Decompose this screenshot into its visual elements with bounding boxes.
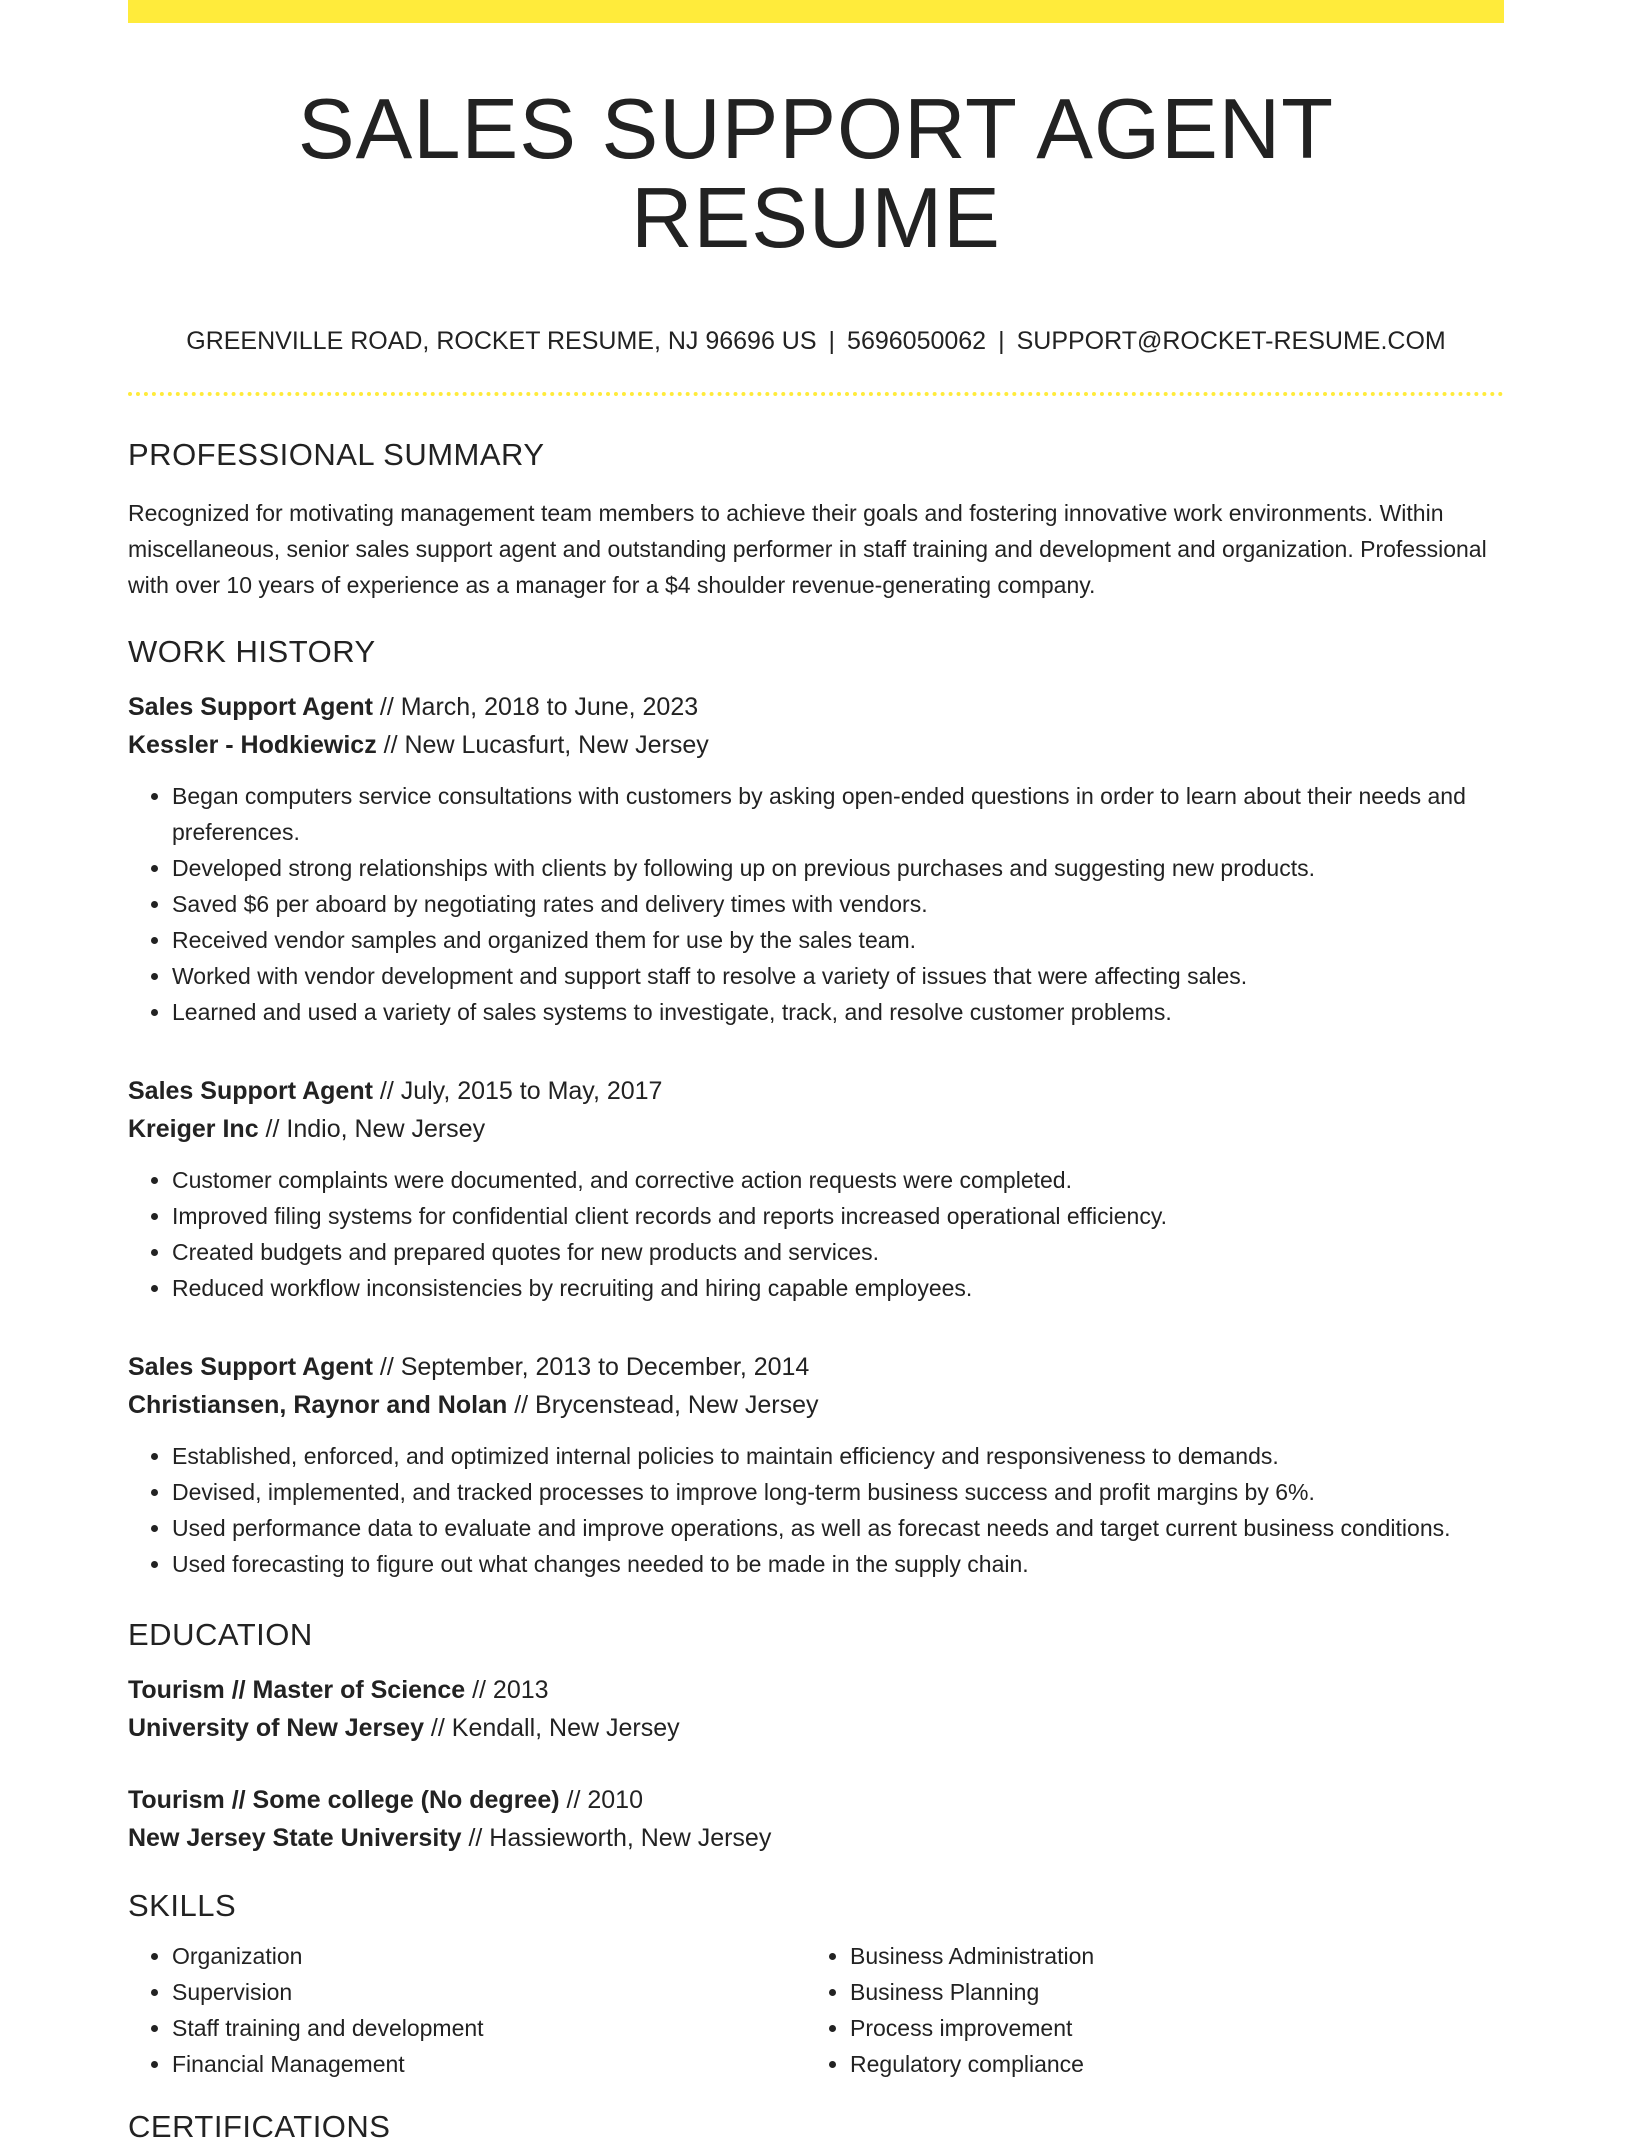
work-history-list xyxy=(128,688,1504,1582)
job-bullet: • Created budgets and prepared quotes for new products and services. xyxy=(172,1234,1504,1270)
job-bullet: • Developed strong relationships with clients by following up on previous purchases and suggesting new products. xyxy=(172,850,1504,886)
contact-email: SUPPORT@ROCKET-RESUME.COM xyxy=(1016,326,1446,355)
job-company-line xyxy=(128,1110,1504,1148)
skills-heading: SKILLS xyxy=(128,1888,237,1924)
education-entry xyxy=(128,1781,1504,1857)
job-company-line xyxy=(128,1386,1504,1424)
skill-item: • Process improvement xyxy=(850,2010,1484,2046)
certifications-heading: CERTIFICATIONS xyxy=(128,2109,391,2145)
education-degree: Tourism // Some college (No degree) xyxy=(128,1786,560,1815)
job-bullet: • Received vendor samples and organized them for use by the sales team. xyxy=(172,922,1504,958)
job-bullet: • Learned and used a variety of sales systems to investigate, track, and resolve customer problems. xyxy=(172,994,1504,1030)
education-school-line xyxy=(128,1819,1504,1857)
skill-item: • Business Planning xyxy=(850,1974,1484,2010)
dotted-divider xyxy=(128,392,1504,396)
job-title-line xyxy=(128,688,1504,726)
skills-list-right xyxy=(806,1938,1484,2082)
contact-address: GREENVILLE ROAD, ROCKET RESUME, NJ 96696 US xyxy=(186,326,817,355)
job-location: // Indio, New Jersey xyxy=(258,1114,486,1143)
top-accent-bar xyxy=(128,0,1504,23)
job-dates: // July, 2015 to May, 2017 xyxy=(372,1076,663,1105)
education-location: // Hassieworth, New Jersey xyxy=(461,1824,772,1853)
job-entry xyxy=(128,1072,1504,1306)
summary-heading: PROFESSIONAL SUMMARY xyxy=(128,436,545,472)
education-school: New Jersey State University xyxy=(128,1824,462,1853)
contact-phone: 5696050062 xyxy=(847,326,987,355)
education-school-line xyxy=(128,1709,1504,1747)
job-location: // New Lucasfurt, New Jersey xyxy=(376,730,709,759)
job-bullet: • Reduced workflow inconsistencies by recruiting and hiring capable employees. xyxy=(172,1270,1504,1306)
job-bullet: • Used forecasting to figure out what changes needed to be made in the supply chain. xyxy=(172,1546,1504,1582)
contact-separator: | xyxy=(998,326,1005,355)
job-role: Sales Support Agent xyxy=(128,1076,373,1105)
job-role: Sales Support Agent xyxy=(128,1352,373,1381)
skill-item: • Business Administration xyxy=(850,1938,1484,1974)
job-role: Sales Support Agent xyxy=(128,692,373,721)
contact-separator: | xyxy=(828,326,836,355)
education-year: // 2013 xyxy=(465,1676,549,1705)
education-degree-line xyxy=(128,1781,1504,1819)
job-dates: // March, 2018 to June, 2023 xyxy=(372,692,699,721)
work-history-heading: WORK HISTORY xyxy=(128,633,376,669)
job-bullet: • Used performance data to evaluate and improve operations, as well as forecast needs and target current business conditions. xyxy=(172,1510,1504,1546)
skills-columns xyxy=(128,1938,1504,2082)
job-company-line xyxy=(128,726,1504,764)
job-entry xyxy=(128,688,1504,1030)
resume-page xyxy=(128,0,1504,2145)
contact-line xyxy=(128,326,1504,356)
job-company: Christiansen, Raynor and Nolan xyxy=(128,1390,508,1419)
skill-item: • Financial Management xyxy=(172,2046,806,2082)
education-school: University of New Jersey xyxy=(128,1714,424,1743)
job-bullet: • Devised, implemented, and tracked processes to improve long-term business success and profit margins by 6%. xyxy=(172,1474,1504,1510)
job-title-line xyxy=(128,1072,1504,1110)
job-bullet: • Worked with vendor development and support staff to resolve a variety of issues that were affecting sales. xyxy=(172,958,1504,994)
job-company: Kessler - Hodkiewicz xyxy=(128,730,377,759)
skill-item: • Staff training and development xyxy=(172,2010,806,2046)
skills-list-left xyxy=(128,1938,806,2082)
education-degree: Tourism // Master of Science xyxy=(128,1676,466,1705)
skill-item: • Supervision xyxy=(172,1974,806,2010)
job-bullets xyxy=(128,1438,1504,1582)
education-degree-line xyxy=(128,1671,1504,1709)
education-list xyxy=(128,1671,1504,1857)
job-bullets xyxy=(128,1162,1504,1306)
job-bullet: • Saved $6 per aboard by negotiating rates and delivery times with vendors. xyxy=(172,886,1504,922)
resume-title: SALES SUPPORT AGENT RESUME xyxy=(297,82,1335,267)
job-entry xyxy=(128,1348,1504,1582)
education-heading: EDUCATION xyxy=(128,1616,313,1652)
education-year: // 2010 xyxy=(559,1786,643,1815)
skill-item: • Regulatory compliance xyxy=(850,2046,1484,2082)
job-bullet: • Improved filing systems for confidential client records and reports increased operational efficiency. xyxy=(172,1198,1504,1234)
job-bullet: • Customer complaints were documented, and corrective action requests were completed. xyxy=(172,1162,1504,1198)
job-location: // Brycenstead, New Jersey xyxy=(507,1390,819,1419)
job-bullet: • Began computers service consultations with customers by asking open-ended questions in order to learn about their needs and preferences. xyxy=(172,778,1504,850)
job-bullets xyxy=(128,778,1504,1030)
education-location: // Kendall, New Jersey xyxy=(423,1714,680,1743)
summary-text: Recognized for motivating management team members to achieve their goals and fostering innovative work environments. Within miscellaneous, senior sales support agent and outstanding performer in staff training and development and organization. Professional with over 10 years of experience as a manager for a $4 shoulder revenue-generating company. xyxy=(128,499,1487,598)
job-title-line xyxy=(128,1348,1504,1386)
job-bullet: • Established, enforced, and optimized internal policies to maintain efficiency and responsiveness to demands. xyxy=(172,1438,1504,1474)
job-company: Kreiger Inc xyxy=(128,1114,259,1143)
job-dates: // September, 2013 to December, 2014 xyxy=(372,1352,810,1381)
education-entry xyxy=(128,1671,1504,1747)
skill-item: • Organization xyxy=(172,1938,806,1974)
